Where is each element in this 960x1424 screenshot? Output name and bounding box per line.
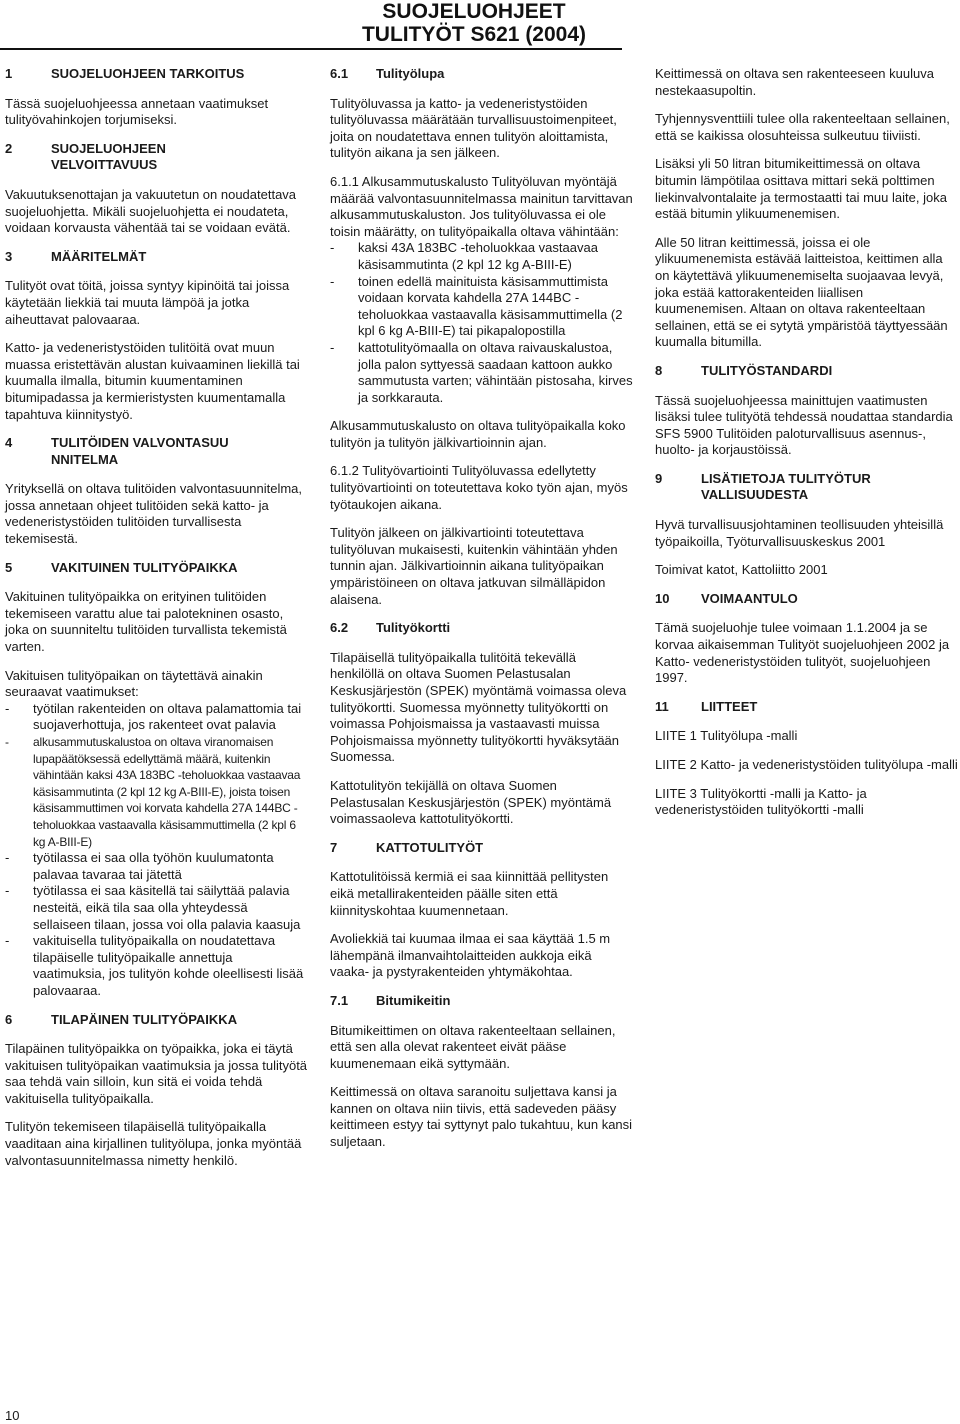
- section-heading-11: 11 LIITTEET: [655, 698, 758, 714]
- paragraph: Keittimessä on oltava sen rakenteeseen kuuluva nestekaasupoltin.: [655, 66, 934, 98]
- section-heading-9: 9 LISÄTIETOJA TULITYÖTURVALLISUUDESTA: [655, 470, 871, 503]
- attachment-item: LIITE 1 Tulityölupa -malli: [655, 728, 798, 744]
- list-item: - kattotulityömaalla on oltava raivauskalustoa, jolla palon syttyessä saadaan kattoon aukko sammutusta varten; vähintään pistosaha, kirves ja sorkkarauta.: [330, 339, 633, 405]
- paragraph: Tyhjennysventtiili tulee olla rakenteeltaan sellainen, että se kaikissa olosuhteissa sulkeutuu tiiviisti.: [655, 111, 950, 143]
- section-heading-7: 7 KATTOTULITYÖT: [330, 839, 484, 855]
- paragraph: Tämä suojeluohje tulee voimaan 1.1.2004 ja se korvaa aikaisemman Tulityöt suojeluohjeen 2002 ja Katto- vedeneristystöiden tulityöt, suojeluohjeen 1997.: [655, 620, 950, 686]
- paragraph: Tässä suojeluohjeessa mainittujen vaatimusten lisäksi tulee tulityötä tehdessä noudattaa standardia SFS 5900 Tulitöiden paloturvallisuus asennus-, huolto- ja korjaustöissä.: [655, 392, 953, 458]
- paragraph: Bitumikeittimen on oltava rakenteeltaan sellainen, että sen alla olevat rakenteet eivät pääse kuumenemaan eikä syttymään.: [330, 1022, 616, 1071]
- paragraph: Kattotulityön tekijällä on oltava Suomen Pelastusalan Keskusjärjestön (SPEK) myöntämä voimassaoleva kattotulityökortti.: [330, 777, 612, 827]
- paragraph: Katto- ja vedeneristystöiden tulitöitä ovat muun muassa eristettävän alustan kuivaaminen liekillä tai kuumalla ilmalla, bitumin kuumentaminen bitumipadassa ja kermieristysten kuumentamalla tapahtuva kiinnitystyö.: [5, 340, 300, 422]
- section-heading-6: 6 TILAPÄINEN TULITYÖPAIKKA: [5, 1011, 238, 1027]
- attachment-item: LIITE 2 Katto- ja vedeneristystöiden tulityölupa -malli: [655, 757, 958, 772]
- list-item: - toinen edellä mainituista käsisammuttimista voidaan korvata kahdella 27A 144BC -teholuokkaa vastaavalla käsisammuttimella (2 kpl 6 kg A-BIII-E) tai pikapalopostilla: [330, 273, 623, 339]
- paragraph: 6.1.2 Tulityövartiointi Tulityöluvassa edellytetty tulityövartiointi on toteutettava koko työn ajan, myös työtaukojen aikana.: [330, 463, 628, 512]
- paragraph: Alkusammutuskalusto on oltava tulityöpaikalla koko tulityön ja tulityön jälkivartioinnin ajan.: [330, 418, 626, 450]
- paragraph: Tilapäinen tulityöpaikka on työpaikka, joka ei täytä vakituisen tulityöpaikan vaatimuksia ja jossa tulityötä saa tehdä vain silloin, kun sitä ei voida tehdä vakituisella tulityöpaikalla.: [5, 1041, 308, 1106]
- section-heading-8: 8 TULITYÖSTANDARDI: [655, 362, 833, 378]
- requirements-list: [5, 701, 308, 1000]
- paragraph: Tilapäisellä tulityöpaikalla tulitöitä tekevällä henkilöllä on oltava Suomen Pelastusalan Keskusjärjestön (SPEK) myöntämä voimassa oleva tulityökortti. Suomessa myönnetty tulityökortti on voimassa Pohjoismaissa ja vastaavasti muissa Pohjoismaissa myönnetty tulityökortti hyväksytään Suomessa.: [330, 649, 627, 765]
- page-number: 10: [5, 1408, 20, 1423]
- paragraph: Vakituisen tulityöpaikan on täytettävä ainakin seuraavat vaatimukset:: [5, 667, 263, 700]
- equipment-list: [330, 240, 633, 406]
- section-heading-4: 4 TULITÖIDEN VALVONTASUUNNITELMA: [5, 435, 229, 467]
- paragraph: Tulityöluvassa ja katto- ja vedeneristystöiden tulityöluvassa määrätään turvallisuustoimenpiteet, joita on noudatettava ennen tulityön aloittamista, tulityön aikana ja sen jälkeen.: [330, 95, 617, 161]
- paragraph: Vakuutuksenottajan ja vakuutetun on noudatettava suojeluohjetta. Mikäli suojeluohjetta ei noudateta, voidaan korvausta vähentää tai se voidaan evätä.: [5, 186, 297, 236]
- section-heading-6-2: 6.2 Tulityökortti: [330, 620, 451, 636]
- attachment-item: LIITE 3 Tulityökortti -malli ja Katto- ja vedeneristystöiden tulityökortti -malli: [655, 785, 867, 818]
- paragraph: Vakituinen tulityöpaikka on erityinen tulitöiden tekemiseen varattu alue tai palotekninen osasto, joka on suunniteltu tulitöiden turvallista tekemistä varten.: [5, 589, 287, 655]
- paragraph: Toimivat katot, Kattoliitto 2001: [655, 562, 828, 578]
- paragraph: Tulityön tekemiseen tilapäisellä tulityöpaikalla vaaditaan aina kirjallinen tulityölupa, jonka myöntää valvontasuunnitelmassa nimetty henkilö.: [5, 1119, 302, 1168]
- section-heading-10: 10 VOIMAANTULO: [655, 590, 798, 606]
- paragraph: Hyvä turvallisuusjohtaminen teollisuuden yhteisillä työpaikoilla, Työturvallisuuskeskus 2001: [655, 517, 944, 549]
- paragraph: Tässä suojeluohjeessa annetaan vaatimukset tulityövahinkojen torjumiseksi.: [5, 95, 269, 128]
- list-item: - vakituisella tulityöpaikalla on noudatettava tilapäiselle tulityöpaikalle annettuja vaatimuksia, jos tulityön kohde oleellisesti lisää palovaaraa.: [5, 933, 304, 998]
- page-title: [340, 0, 608, 46]
- paragraph: Alle 50 litran keittimessä, joissa ei ole ylikuumenemista estävää laitteistoa, keittimen alla on käytettävä ylikuumenemiselta suojaavaa levyä, joka estää kattorakenteiden liiallisen kuumenemisen. Altaan on oltava rakenteeltaan sellainen, että se ei sytytä ympäristöä täyttyessään kuumalla bitumilla.: [655, 234, 948, 350]
- paragraph: Avoliekkiä tai kuumaa ilmaa ei saa käyttää 1.5 m lähempänä ilmanvaihtolaitteiden aukkoja eikä vaaka- ja pystyrakenteiden yhtymäkohtaa.: [330, 931, 611, 980]
- column-left: [5, 66, 308, 1181]
- paragraph: Keittimessä on oltava saranoitu suljettava kansi ja kannen on oltava niin tiivis, että sadeveden pääsy keittimeen estyy tai syttynyt palo tukahtuu, kun kansi suljetaan.: [330, 1084, 633, 1150]
- list-item: - työtilassa ei saa käsitellä tai säilyttää palavia nesteitä, eikä tila saa olla yhteydessä sellaiseen tilaan, jossa voi olla palavia kaasuja: [5, 883, 301, 932]
- column-right: [655, 66, 958, 831]
- list-item: - työtilassa ei saa olla työhön kuulumatonta palavaa tavaraa tai jätettä: [5, 850, 274, 882]
- section-heading-7-1: 7.1 Bitumikeitin: [330, 992, 451, 1008]
- paragraph: Yrityksellä on oltava tulitöiden valvontasuunnitelma, jossa annetaan ohjeet tulitöiden sekä katto- ja vedeneristystöiden tulitöiden turvallisesta tekemisestä.: [5, 481, 303, 547]
- section-heading-3: 3 MÄÄRITELMÄT: [5, 248, 147, 264]
- list-item: - työtilan rakenteiden on oltava palamattomia tai suojaverhottuja, jos rakenteet ovat palavia: [5, 700, 302, 733]
- paragraph: Tulityön jälkeen on jälkivartiointi toteutettava tulityöluvan mukaisesti, kuitenkin vähintään yhden tunnin ajan. Jälkivartioinnin aikana tulityöpaikan ympäristöineen on oltava jatkuvan silmälläpidon alaisena.: [330, 525, 618, 607]
- section-heading-5: 5 VAKITUINEN TULITYÖPAIKKA: [5, 559, 238, 575]
- paragraph: Tulityöt ovat töitä, joissa syntyy kipinöitä tai joissa käytetään liekkiä tai muuta lämpöä ja jotka aiheuttavat palovaaraa.: [5, 278, 290, 327]
- list-item: - kaksi 43A 183BC -teholuokkaa vastaavaa käsisammutinta (2 kpl 12 kg A-BIII-E): [330, 240, 598, 272]
- title-line-2: TULITYÖT S621 (2004): [361, 23, 587, 46]
- section-heading-1: 1 SUOJELUOHJEEN TARKOITUS: [5, 66, 245, 81]
- paragraph: Lisäksi yli 50 litran bitumikeittimessä on oltava bitumin lämpötilaa osittava mittari sekä polttimen liekinvalvontalaite ja termostaatti tai muu laite, joka estää bitumin ylikuumenemisen.: [655, 156, 947, 222]
- paragraph: Kattotulitöissä kermiä ei saa kiinnittää pellitysten eikä metallirakenteiden päälle siten että kiinnityskohtaa kuumennetaan.: [330, 869, 609, 918]
- title-line-1: SUOJELUOHJEET: [382, 0, 566, 23]
- paragraph: 6.1.1 Alkusammutuskalusto Tulityöluvan myöntäjä määrää valvontasuunnitelmassa mainitun tarvittavan alkusammutuskaluston. Jos tulityöluvassa ei ole toisin määrätty, on tulityöpaikalla oltava vähintään:: [330, 173, 633, 239]
- list-item: - alkusammutuskalustoa on oltava viranomaisen lupapäätöksessä edellyttämä määrä, kuitenkin vähintään kaksi 43A 183BC -teholuokkaa vastaavaa käsisammutinta (2 kpl 12 kg A-BIII-E), joista toisen käsisammuttimen voi korvata kahdella 27A 144BC -teholuokkaa vastaavalla käsisammuttimella (2 kpl 6 kg A-BIII-E): [5, 735, 301, 849]
- section-heading-2: 2 SUOJELUOHJEEN VELVOITTAVUUS: [5, 140, 166, 173]
- section-heading-6-1: 6.1 Tulityölupa: [330, 66, 445, 81]
- column-middle: [330, 66, 633, 1163]
